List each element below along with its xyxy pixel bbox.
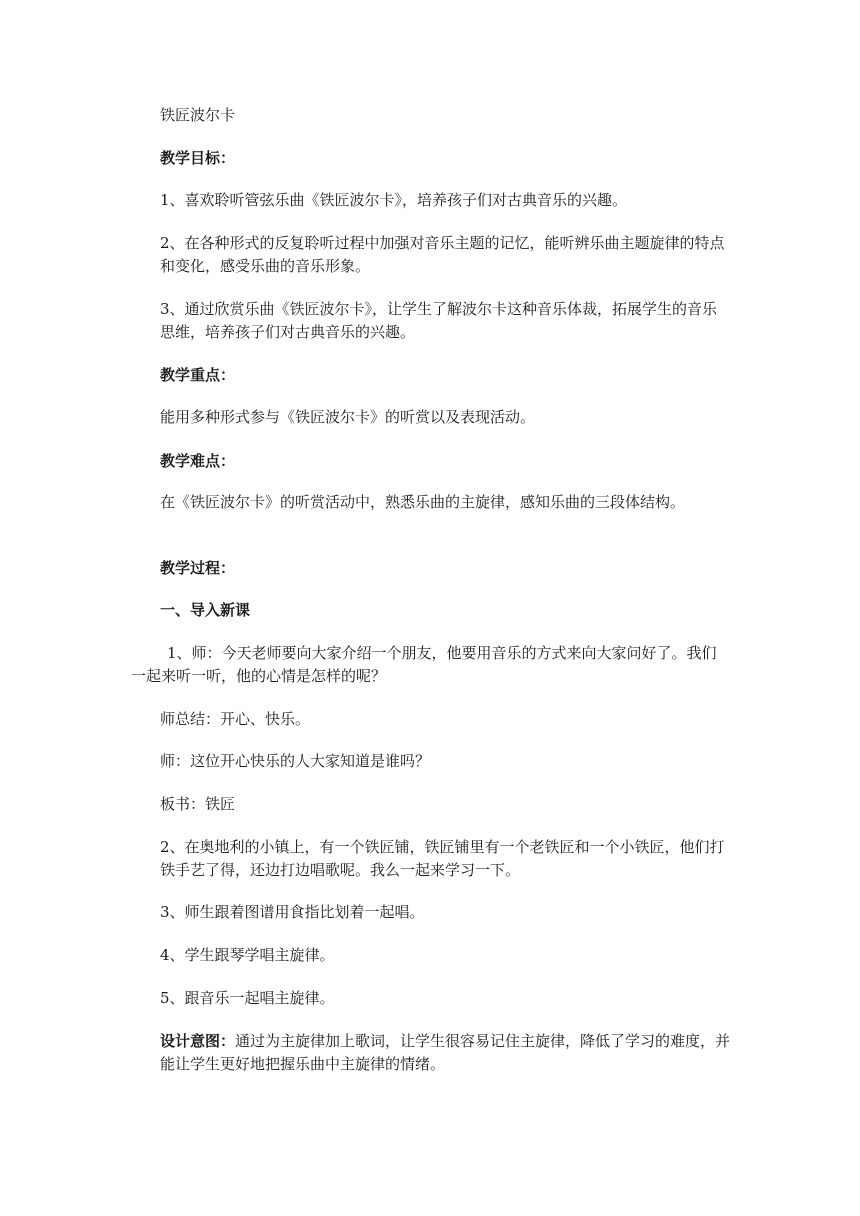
goal-2: 2、在各种形式的反复聆听过程中加强对音乐主题的记忆，能听辨乐曲主题旋律的特点和变化，感受乐曲的音乐形象。: [160, 234, 725, 275]
goal-1: 1、喜欢聆听管弦乐曲《铁匠波尔卡》，培养孩子们对古典音乐的兴趣。: [160, 191, 628, 209]
goals-heading: 教学目标：: [160, 149, 236, 167]
key-heading: 教学重点：: [160, 366, 236, 384]
teacher-question: 师：这位开心快乐的人大家知道是谁吗？: [160, 752, 431, 770]
step-5: 5、跟音乐一起唱主旋律。: [160, 989, 335, 1007]
difficulty-heading: 教学难点：: [160, 452, 236, 470]
difficulty-text: 在《铁匠波尔卡》的听赏活动中，熟悉乐曲的主旋律，感知乐曲的三段体结构。: [160, 493, 686, 511]
goal-3: 3、通过欣赏乐曲《铁匠波尔卡》，让学生了解波尔卡这种音乐体裁，拓展学生的音乐思维，培养孩子们对古典音乐的兴趣。: [160, 300, 718, 341]
step-2: 2、在奥地利的小镇上，有一个铁匠铺，铁匠铺里有一个老铁匠和一个小铁匠，他们打铁手艺了得，还边打边唱歌呢。我么一起来学习一下。: [160, 838, 725, 879]
section-1-heading: 一、导入新课: [160, 601, 251, 619]
design-intent-label: 设计意图：: [160, 1032, 236, 1050]
document-title: 铁匠波尔卡: [160, 106, 236, 124]
step-3: 3、师生跟着图谱用食指比划着一起唱。: [160, 903, 425, 921]
teacher-summary: 师总结：开心、快乐。: [160, 710, 311, 728]
board-note: 板书：铁匠: [160, 795, 236, 813]
step-1: 1、师：今天老师要向大家介绍一个朋友，他要用音乐的方式来向大家问好了。我们一起来听一听，他的心情是怎样的呢？: [131, 644, 717, 685]
design-intent: [160, 1030, 732, 1076]
design-intent-text: 通过为主旋律加上歌词，让学生很容易记住主旋律，降低了学习的难度，并能让学生更好地把握乐曲中主旋律的情绪。: [160, 1032, 731, 1073]
step-4: 4、学生跟琴学唱主旋律。: [160, 946, 335, 964]
key-text: 能用多种形式参与《铁匠波尔卡》的听赏以及表现活动。: [160, 408, 536, 426]
process-heading: 教学过程：: [160, 559, 236, 577]
